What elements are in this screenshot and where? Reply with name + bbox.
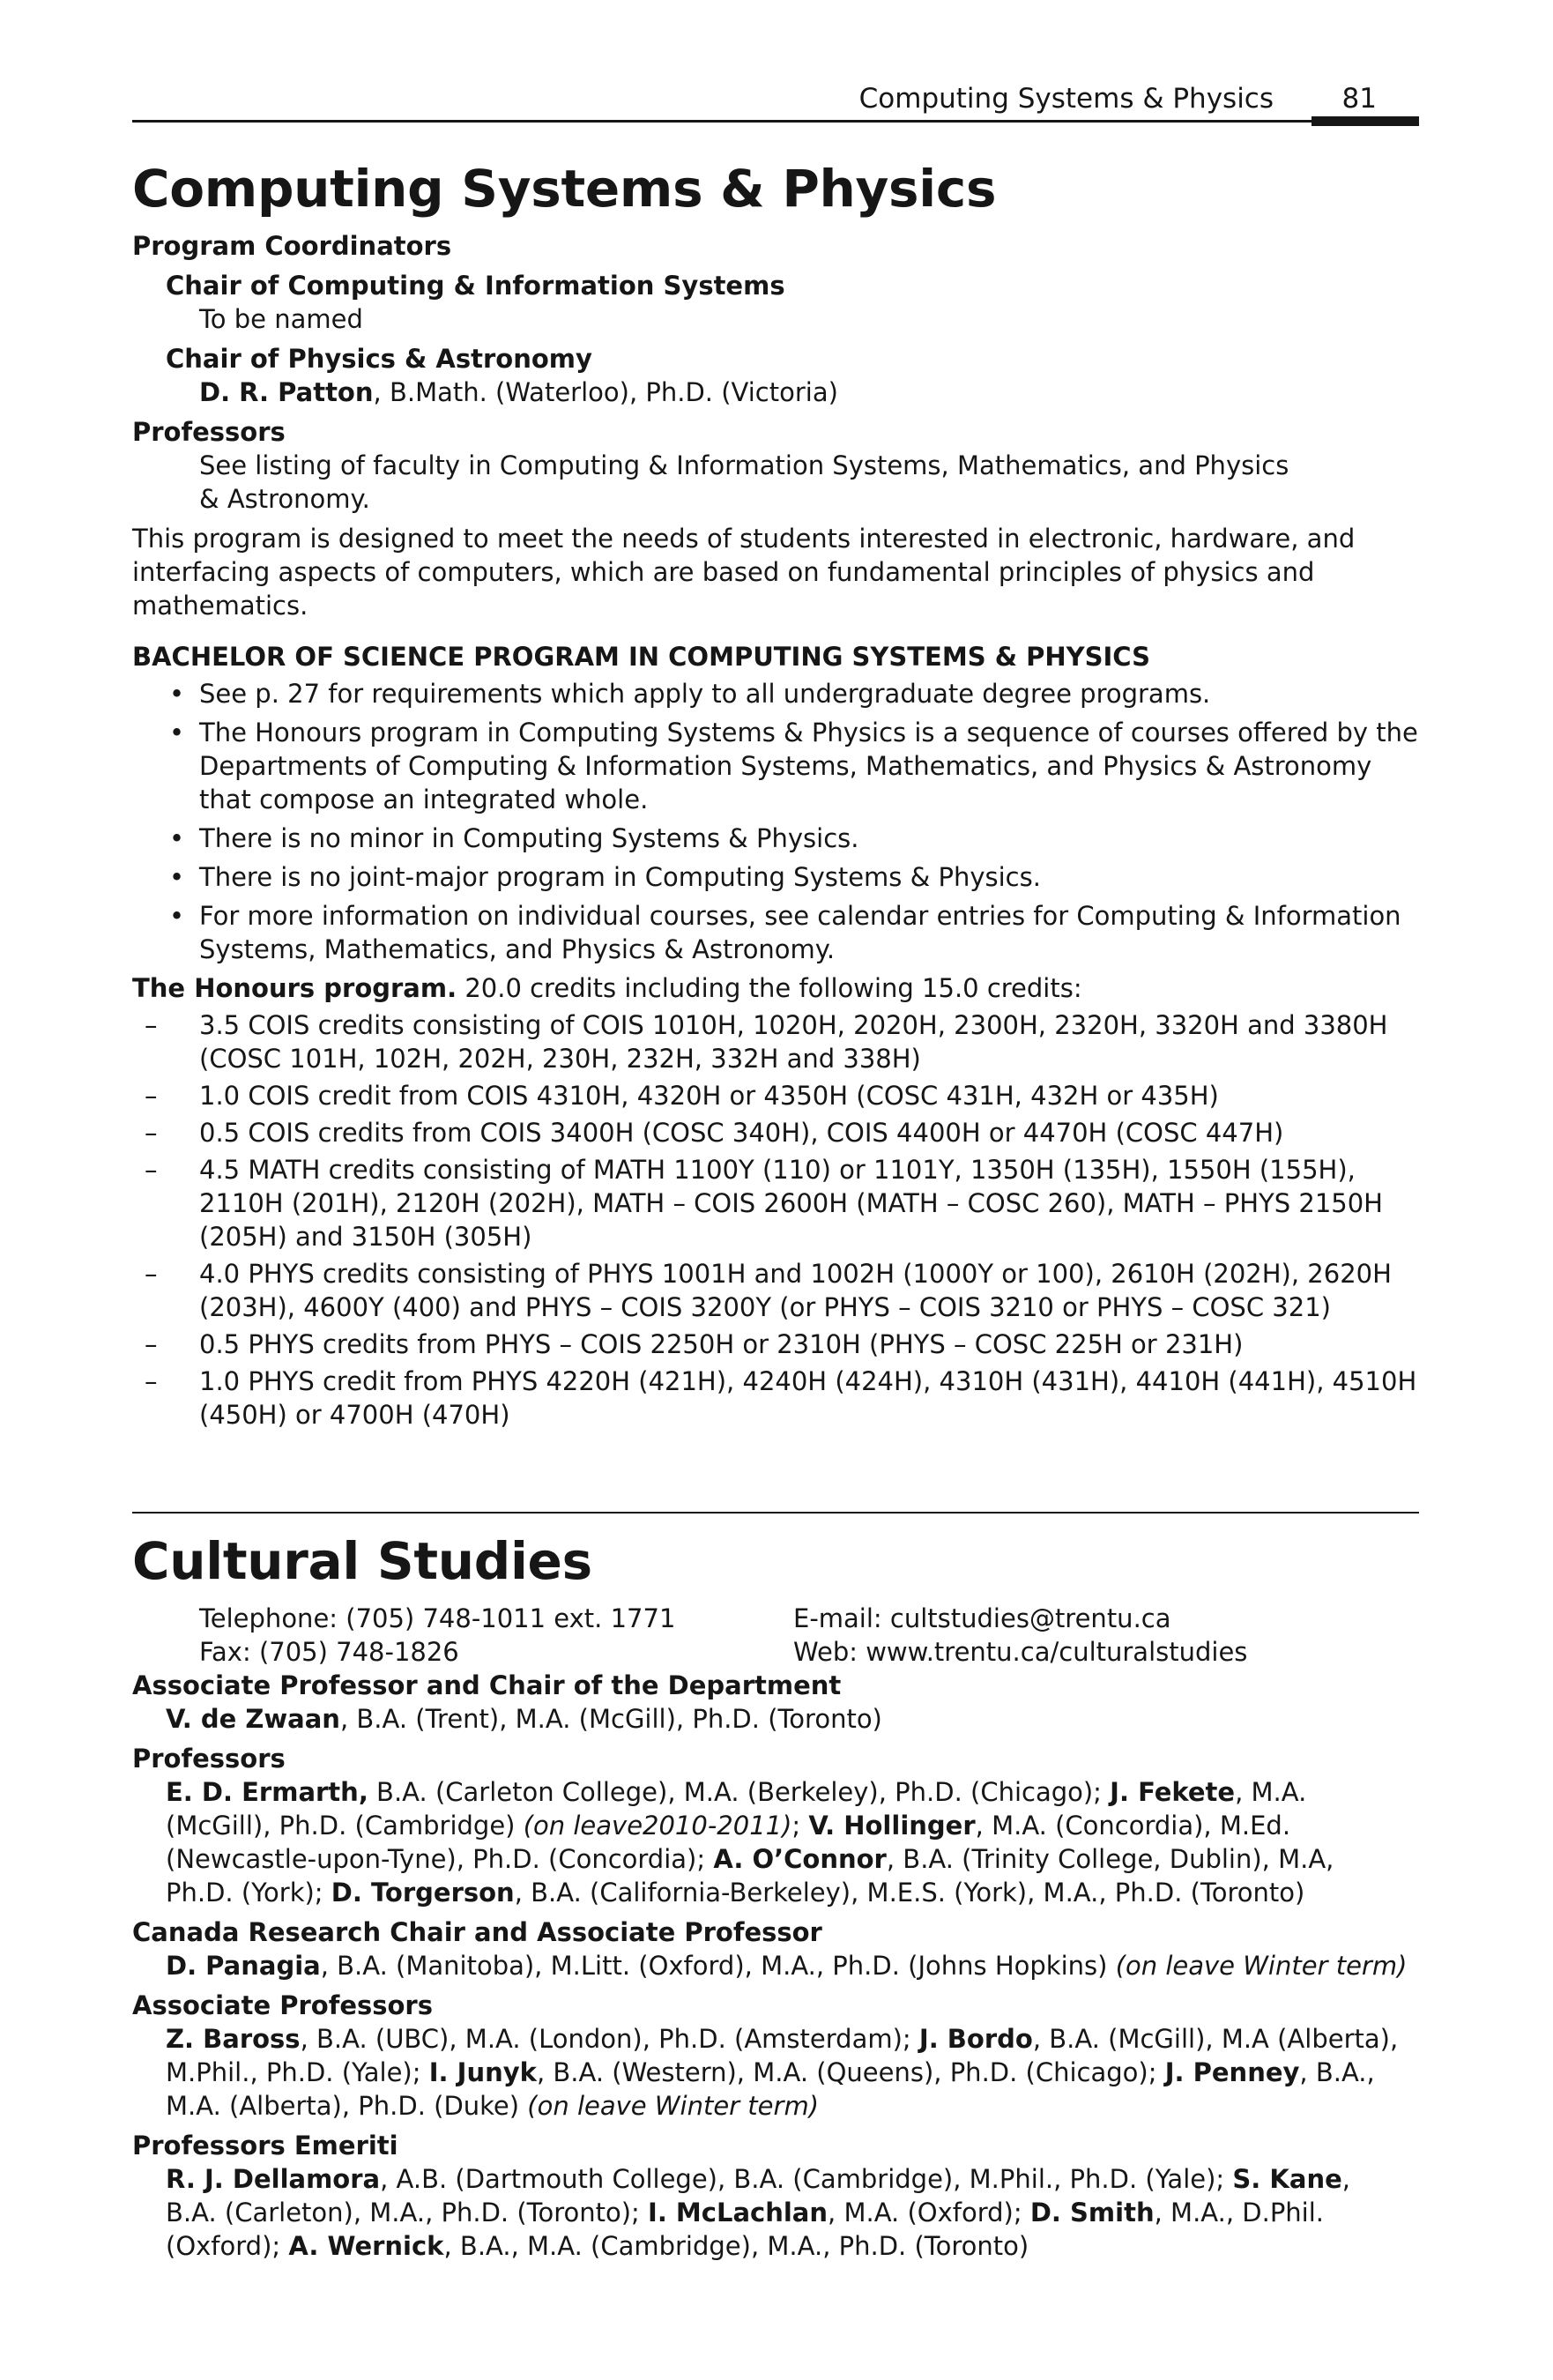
telephone: Telephone: (705) 748-1011 ext. 1771 — [199, 1603, 676, 1633]
section-title-cs: Cultural Studies — [132, 1531, 592, 1591]
chair-cis-value: To be named — [199, 304, 363, 334]
csp-bullet-list — [132, 677, 1419, 966]
cs-professors-label: Professors — [132, 1744, 286, 1774]
email-link[interactable]: E-mail: cultstudies@trentu.ca — [793, 1603, 1171, 1633]
honours-text: 20.0 credits including the following 15.0 credits: — [457, 973, 1082, 1003]
dash-icon: – — [145, 1118, 158, 1148]
assoc-professors-entries: Z. Baross, B.A. (UBC), M.A. (London), Ph.D. (Amsterdam); J. Bordo, B.A. (McGill), M.A (Alberta), M.Phil., Ph.D. (Yale); I. Junyk, B.A. (Western), M.A. (Queens), Ph.D. (Chicago); J. Penney, B.A., M.A. (Alberta), Ph.D. (Duke) (on leave Winter term) — [166, 2024, 1399, 2121]
running-header — [132, 81, 1419, 122]
dash-icon: – — [145, 1329, 158, 1359]
list-item: – 1.0 PHYS credit from PHYS 4220H (421H), 4240H (424H), 4310H (431H), 4410H (441H), 4510H (450H) or 4700H (470H) — [145, 1366, 1417, 1430]
dash-icon: – — [145, 1081, 158, 1111]
list-item: – 1.0 COIS credit from COIS 4310H, 4320H or 4350H (COSC 431H, 432H or 435H) — [145, 1081, 1219, 1111]
list-item: • There is no joint-major program in Computing Systems & Physics. — [169, 862, 1041, 892]
section-title-csp: Computing Systems & Physics — [132, 159, 997, 219]
honours-program — [132, 971, 1419, 1005]
running-header-title: Computing Systems & Physics — [858, 83, 1274, 115]
assoc-professors-label: Associate Professors — [132, 1990, 433, 2020]
header-rule — [132, 120, 1419, 123]
web-link[interactable]: Web: www.trentu.ca/culturalstudies — [793, 1637, 1248, 1667]
dash-icon: – — [145, 1155, 158, 1185]
csp-professors-label: Professors — [132, 417, 286, 447]
crc-entry: D. Panagia, B.A. (Manitoba), M.Litt. (Oxford), M.A., Ph.D. (Johns Hopkins) (on leave Winter term) — [166, 1951, 1408, 1981]
emeriti-entries: R. J. Dellamora, A.B. (Dartmouth College), B.A. (Cambridge), M.Phil., Ph.D. (Yale); S. Kane, B.A. (Carleton), M.A., Ph.D. (Toronto); I. McLachlan, M.A. (Oxford); D. Smith, M.A., D.Phil. (Oxford); A. Wernick, B.A., M.A. (Cambridge), M.A., Ph.D. (Toronto) — [166, 2164, 1350, 2261]
chair-pa-entry — [132, 376, 1419, 409]
cs-section — [132, 1529, 1419, 2263]
section-divider — [132, 1512, 1419, 1514]
header-tab-marker — [1312, 116, 1419, 126]
list-item: • See p. 27 for requirements which apply to all undergraduate degree programs. — [169, 679, 1211, 709]
dash-icon: – — [145, 1259, 158, 1289]
honours-label: The Honours program. — [132, 973, 457, 1003]
assoc-chair-label: Associate Professor and Chair of the Department — [132, 1670, 842, 1700]
fax: Fax: (705) 748-1826 — [199, 1637, 459, 1667]
chair-pa-name: D. R. Patton — [199, 377, 374, 407]
list-item: – 0.5 COIS credits from COIS 3400H (COSC 340H), COIS 4400H or 4470H (COSC 447H) — [145, 1118, 1284, 1148]
crc-label: Canada Research Chair and Associate Professor — [132, 1917, 822, 1947]
bullet-icon: • — [169, 718, 185, 747]
bullet-icon: • — [169, 901, 185, 931]
list-item: – 0.5 PHYS credits from PHYS – COIS 2250H or 2310H (PHYS – COSC 225H or 231H) — [145, 1329, 1244, 1359]
csp-intro: This program is designed to meet the needs of students interested in electronic, hardware, and interfacing aspects of computers, which are based on fundamental principles of physics and mathematics. — [132, 524, 1356, 621]
bullet-icon: • — [169, 862, 185, 892]
csp-section — [132, 157, 1419, 1435]
chair-cis-label: Chair of Computing & Information Systems — [166, 271, 785, 301]
dash-icon: – — [145, 1366, 158, 1396]
chair-pa-label: Chair of Physics & Astronomy — [166, 344, 592, 374]
bullet-icon: • — [169, 823, 185, 853]
list-item: • The Honours program in Computing Systems & Physics is a sequence of courses offered by the Departments of Computing & Information Systems, Mathematics, and Physics & Astronomy that compose an integrated whole. — [169, 718, 1418, 814]
program-coordinators-label: Program Coordinators — [132, 231, 452, 261]
bsc-heading: BACHELOR OF SCIENCE PROGRAM IN COMPUTING SYSTEMS & PHYSICS — [132, 642, 1150, 672]
list-item: – 3.5 COIS credits consisting of COIS 1010H, 1020H, 2020H, 2300H, 2320H, 3320H and 3380H (COSC 101H, 102H, 202H, 230H, 232H, 332H and 338H) — [145, 1010, 1388, 1074]
assoc-chair-entry: V. de Zwaan, B.A. (Trent), M.A. (McGill), Ph.D. (Toronto) — [166, 1704, 882, 1734]
page-number: 81 — [1341, 83, 1377, 115]
list-item: – 4.0 PHYS credits consisting of PHYS 1001H and 1002H (1000Y or 100), 2610H (202H), 2620H (203H), 4600Y (400) and PHYS – COIS 3200Y (or PHYS – COIS 3210 or PHYS – COSC 321) — [145, 1259, 1392, 1322]
bullet-icon: • — [169, 679, 185, 709]
contact-block — [132, 1602, 1419, 1669]
cs-professors-entries: E. D. Ermarth, B.A. (Carleton College), M.A. (Berkeley), Ph.D. (Chicago); J. Fekete, M.A. (McGill), Ph.D. (Cambridge) (on leave2010-2011); V. Hollinger, M.A. (Concordia), M.Ed. (Newcastle-upon-Tyne), Ph.D. (Concordia); A. O’Connor, B.A. (Trinity College, Dublin), M.A, Ph.D. (York); D. Torgerson, B.A. (California-Berkeley), M.E.S. (York), M.A., Ph.D. (Toronto) — [166, 1777, 1334, 1908]
list-item: • For more information on individual courses, see calendar entries for Computing & Information Systems, Mathematics, and Physics & Astronomy. — [169, 901, 1401, 964]
list-item: • There is no minor in Computing Systems & Physics. — [169, 823, 859, 853]
list-item: – 4.5 MATH credits consisting of MATH 1100Y (110) or 1101Y, 1350H (135H), 1550H (155H), 2110H (201H), 2120H (202H), MATH – COIS 2600H (MATH – COSC 260), MATH – PHYS 2150H (205H) and 3150H (305H) — [145, 1155, 1383, 1252]
honours-requirements-list — [132, 1008, 1419, 1432]
emeriti-label: Professors Emeriti — [132, 2131, 398, 2161]
chair-pa-creds: , B.Math. (Waterloo), Ph.D. (Victoria) — [373, 377, 838, 407]
dash-icon: – — [145, 1010, 158, 1040]
csp-professors-text: See listing of faculty in Computing & Information Systems, Mathematics, and Physics & Astronomy. — [199, 450, 1289, 514]
